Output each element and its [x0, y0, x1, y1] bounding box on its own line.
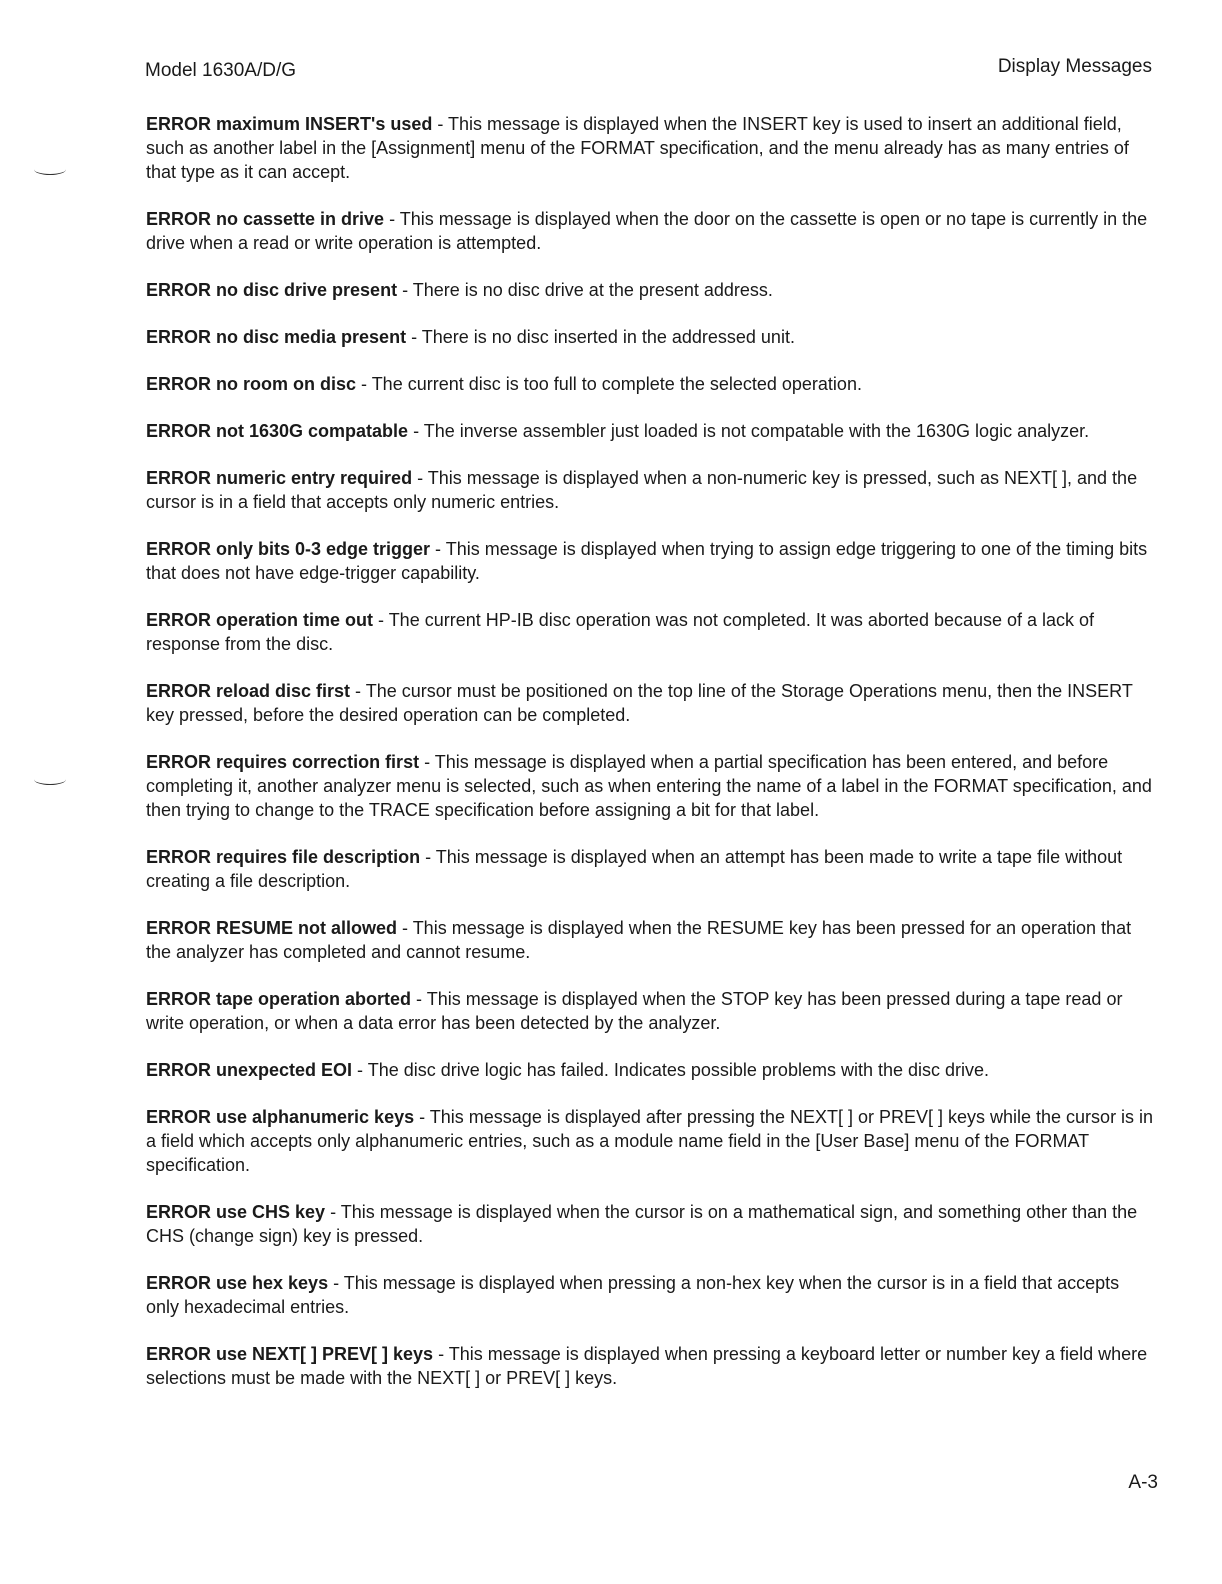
margin-mark	[34, 164, 66, 175]
message-description: This message is displayed after pressing the NEXT[ ] or PREV[ ] keys while the cursor is in a field which accepts only alphanumeric entries, such as a module name field in the [User Base] menu of the FORMAT specification.	[146, 1107, 1154, 1175]
message-list	[146, 112, 1156, 1413]
message-term: ERROR use CHS key	[146, 1202, 326, 1222]
message-entry: ERROR RESUME not allowed - This message is displayed when the RESUME key has been pressed for an operation that the analyzer has completed and cannot resume.	[146, 918, 1132, 962]
message-entry: ERROR use alphanumeric keys - This message is displayed after pressing the NEXT[ ] or PREV[ ] keys while the cursor is in a field which accepts only alphanumeric entries, such as a module name field in the [User Base] menu of the FORMAT specification.	[146, 1107, 1154, 1175]
message-entry: ERROR use NEXT[ ] PREV[ ] keys - This message is displayed when pressing a keyboard letter or number key a field where selections must be made with the NEXT[ ] or PREV[ ] keys.	[146, 1344, 1148, 1388]
message-entry: ERROR use CHS key - This message is displayed when the cursor is on a mathematical sign, and something other than the CHS (change sign) key is pressed.	[146, 1202, 1138, 1246]
message-entry: ERROR only bits 0-3 edge trigger - This message is displayed when trying to assign edge triggering to one of the timing bits that does not have edge-trigger capability.	[146, 539, 1148, 583]
message-entry: ERROR operation time out - The current HP-IB disc operation was not completed. It was aborted because of a lack of response from the disc.	[146, 610, 1095, 654]
message-entry: ERROR unexpected EOI - The disc drive logic has failed. Indicates possible problems with the disc drive.	[146, 1060, 990, 1080]
message-term: ERROR requires file description	[146, 847, 421, 867]
message-entry: ERROR not 1630G compatable - The inverse assembler just loaded is not compatable with the 1630G logic analyzer.	[146, 421, 1090, 441]
message-entry: ERROR no disc media present - There is no disc inserted in the addressed unit.	[146, 327, 795, 347]
message-description: This message is displayed when pressing a keyboard letter or number key a field where selections must be made with the NEXT[ ] or PREV[ ] keys.	[146, 1344, 1148, 1388]
message-description: This message is displayed when an attempt has been made to write a tape file without creating a file description.	[146, 847, 1123, 891]
message-entry: ERROR requires correction first - This message is displayed when a partial specification has been entered, and before completing it, another analyzer menu is selected, such as when entering the name of a label in the FORMAT specification, and then trying to change to the TRACE specification before assigning a bit for that label.	[146, 752, 1152, 820]
message-term: ERROR operation time out	[146, 610, 374, 630]
message-entry: ERROR use hex keys - This message is displayed when pressing a non-hex key when the cursor is in a field that accepts only hexadecimal entries.	[146, 1273, 1120, 1317]
message-term: ERROR requires correction first	[146, 752, 420, 772]
message-entry: ERROR numeric entry required - This message is displayed when a non-numeric key is pressed, such as NEXT[ ], and the cursor is in a field that accepts only numeric entries.	[146, 468, 1138, 512]
message-term: ERROR no disc drive present	[146, 280, 398, 300]
message-term: ERROR RESUME not allowed	[146, 918, 398, 938]
header-model: Model 1630A/D/G	[145, 60, 297, 81]
message-description: This message is displayed when the door on the cassette is open or no tape is currently in the drive when a read or write operation is attempted.	[146, 209, 1148, 253]
message-term: ERROR numeric entry required	[146, 468, 413, 488]
message-description: This message is displayed when the cursor is on a mathematical sign, and something other than the CHS (change sign) key is pressed.	[146, 1202, 1138, 1246]
message-term: ERROR no cassette in drive	[146, 209, 385, 229]
message-term: ERROR reload disc first	[146, 681, 351, 701]
message-description: This message is displayed when the INSERT key is used to insert an additional field, such as another label in the [Assignment] menu of the FORMAT specification, and the menu already has as many entries of that type as it can accept.	[146, 114, 1129, 182]
message-term: ERROR no room on disc	[146, 374, 357, 394]
message-description: The cursor must be positioned on the top line of the Storage Operations menu, then the INSERT key pressed, before the desired operation can be completed.	[146, 681, 1133, 725]
message-description: The disc drive logic has failed. Indicates possible problems with the disc drive.	[367, 1060, 990, 1080]
message-term: ERROR only bits 0-3 edge trigger	[146, 539, 431, 559]
message-description: This message is displayed when a non-numeric key is pressed, such as NEXT[ ], and the cursor is in a field that accepts only numeric entries.	[146, 468, 1138, 512]
message-entry: ERROR requires file description - This message is displayed when an attempt has been made to write a tape file without creating a file description.	[146, 847, 1123, 891]
message-term: ERROR not 1630G compatable	[146, 421, 409, 441]
message-entry: ERROR no cassette in drive - This message is displayed when the door on the cassette is open or no tape is currently in the drive when a read or write operation is attempted.	[146, 209, 1148, 253]
message-description: There is no disc drive at the present address.	[412, 280, 773, 300]
header-section-title: Display Messages	[997, 56, 1152, 77]
message-term: ERROR no disc media present	[146, 327, 407, 347]
message-description: This message is displayed when the STOP key has been pressed during a tape read or write operation, or when a data error has been detected by the analyzer.	[146, 989, 1123, 1033]
message-description: The current disc is too full to complete the selected operation.	[371, 374, 862, 394]
message-term: ERROR use NEXT[ ] PREV[ ] keys	[146, 1344, 434, 1364]
page-number: A-3	[1128, 1472, 1158, 1493]
message-entry: ERROR tape operation aborted - This message is displayed when the STOP key has been pressed during a tape read or write operation, or when a data error has been detected by the analyzer.	[146, 989, 1123, 1033]
message-description: The inverse assembler just loaded is not compatable with the 1630G logic analyzer.	[423, 421, 1090, 441]
message-description: This message is displayed when pressing a non-hex key when the cursor is in a field that accepts only hexadecimal entries.	[146, 1273, 1120, 1317]
message-description: There is no disc inserted in the addressed unit.	[421, 327, 795, 347]
message-entry: ERROR reload disc first - The cursor must be positioned on the top line of the Storage Operations menu, then the INSERT key pressed, before the desired operation can be completed.	[146, 681, 1133, 725]
message-term: ERROR maximum INSERT's used	[146, 114, 433, 134]
message-entry: ERROR maximum INSERT's used - This message is displayed when the INSERT key is used to insert an additional field, such as another label in the [Assignment] menu of the FORMAT specification, and the menu already has as many entries of that type as it can accept.	[146, 114, 1129, 182]
margin-mark	[34, 774, 66, 785]
message-term: ERROR use hex keys	[146, 1273, 329, 1293]
message-entry: ERROR no disc drive present - There is no disc drive at the present address.	[146, 280, 773, 300]
message-term: ERROR use alphanumeric keys	[146, 1107, 415, 1127]
message-description: This message is displayed when a partial specification has been entered, and before completing it, another analyzer menu is selected, such as when entering the name of a label in the FORMAT specification, and then trying to change to the TRACE specification before assigning a bit for that label.	[146, 752, 1152, 820]
message-term: ERROR unexpected EOI	[146, 1060, 353, 1080]
message-description: This message is displayed when the RESUME key has been pressed for an operation that the analyzer has completed and cannot resume.	[146, 918, 1132, 962]
message-description: The current HP-IB disc operation was not completed. It was aborted because of a lack of response from the disc.	[146, 610, 1095, 654]
message-entry: ERROR no room on disc - The current disc is too full to complete the selected operation.	[146, 374, 862, 394]
message-term: ERROR tape operation aborted	[146, 989, 412, 1009]
message-description: This message is displayed when trying to assign edge triggering to one of the timing bits that does not have edge-trigger capability.	[146, 539, 1148, 583]
